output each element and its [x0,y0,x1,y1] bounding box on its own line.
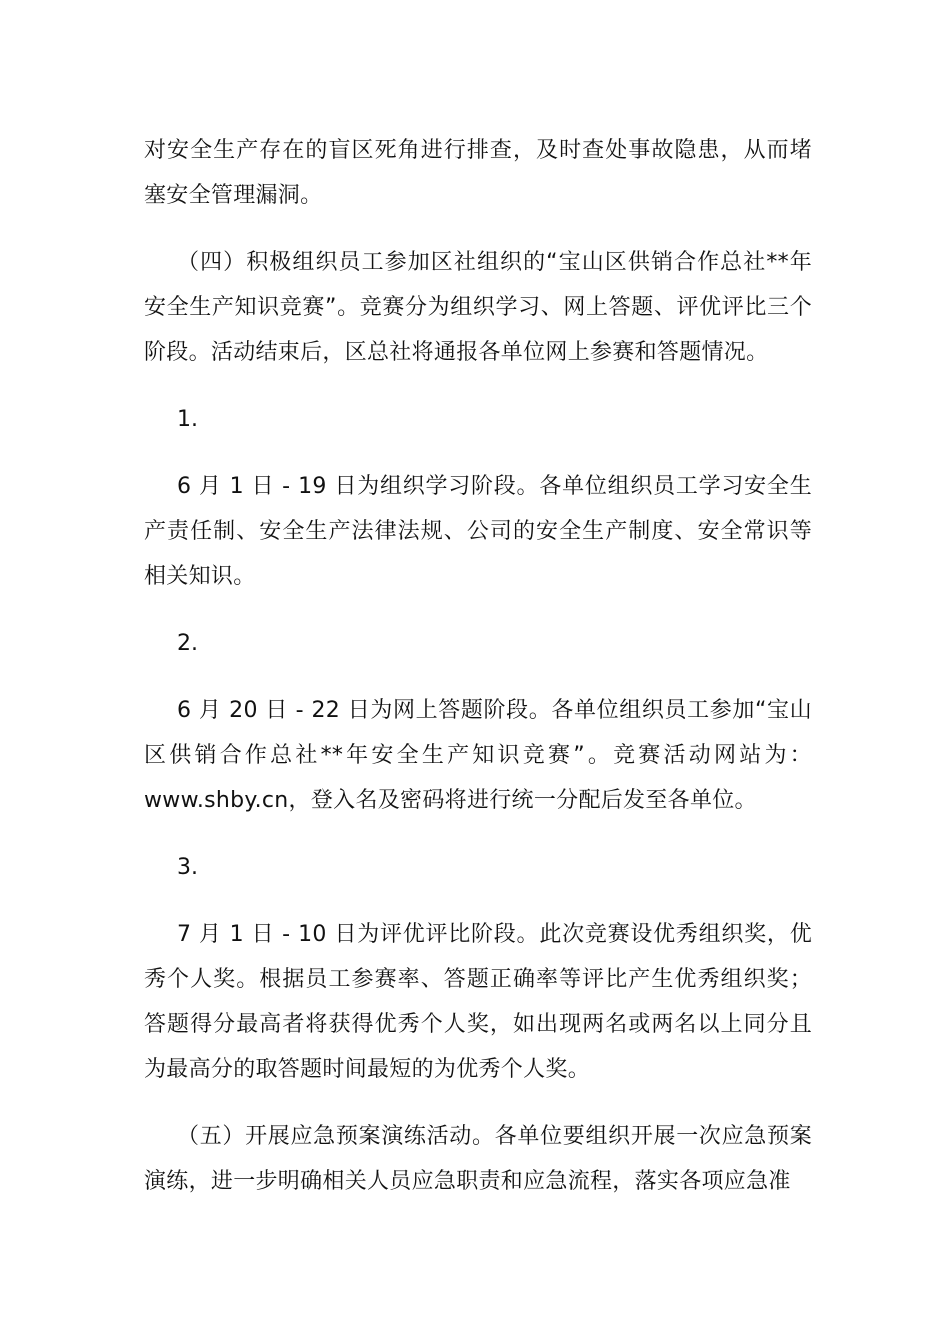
paragraph-section-five: （五）开展应急预案演练活动。各单位要组织开展一次应急预案演练，进一步明确相关人员应急职责和应急流程，落实各项应急准 [144,1124,812,1194]
list-number-1: 1. [177,407,198,432]
paragraph-section-four: （四）积极组织员工参加区社组织的“宝山区供销合作总社**年安全生产知识竞赛”。竞赛分为组织学习、网上答题、评优评比三个阶段。活动结束后，区总社将通报各单位网上参赛和答题情况。 [144,250,812,365]
paragraph-stage-evaluation: 7 月 1 日 - 10 日为评优评比阶段。此次竞赛设优秀组织奖，优秀个人奖。根据员工参赛率、答题正确率等评比产生优秀组织奖；答题得分最高者将获得优秀个人奖，如出现两名或两名以上同分且为最高分的取答题时间最短的为优秀个人奖。 [144,922,812,1082]
paragraph-stage-study: 6 月 1 日 - 19 日为组织学习阶段。各单位组织员工学习安全生产责任制、安全生产法律法规、公司的安全生产制度、安全常识等相关知识。 [144,474,812,589]
paragraph-continuation: 对安全生产存在的盲区死角进行排查，及时查处事故隐患，从而堵塞安全管理漏洞。 [144,138,812,208]
list-number-2: 2. [177,631,198,656]
paragraph-stage-online-quiz: 6 月 20 日 - 22 日为网上答题阶段。各单位组织员工参加“宝山区供销合作总社**年安全生产知识竞赛”。竞赛活动网站为：www.shby.cn，登入名及密码将进行统一分配后发至各单位。 [144,698,812,813]
list-number-3: 3. [177,855,198,880]
document-body [144,128,812,1226]
